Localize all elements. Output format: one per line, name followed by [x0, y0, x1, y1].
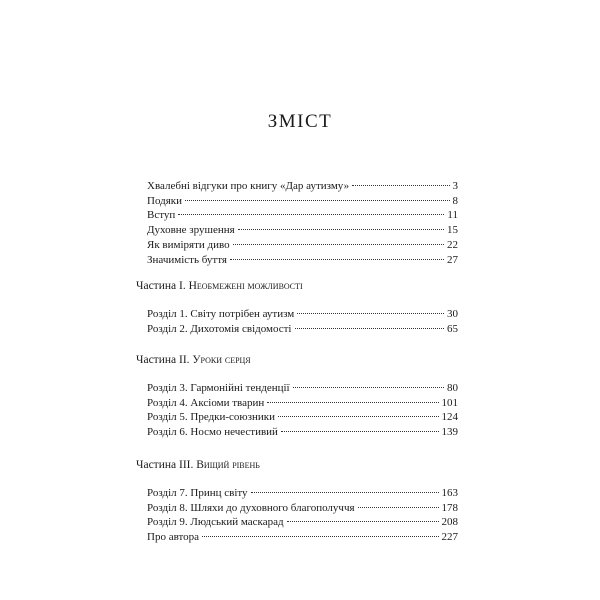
toc-entry-page: 124	[441, 411, 458, 424]
leader-dots	[178, 214, 444, 215]
leader-dots	[185, 200, 449, 201]
leader-dots	[297, 313, 444, 314]
toc-entry-label: Розділ 2. Дихотомія свідомості	[147, 322, 292, 335]
toc-entry[interactable]	[147, 425, 458, 440]
toc-entry-label: Духовне зрушення	[147, 224, 235, 237]
toc-entry-page: 15	[447, 224, 458, 237]
part-prefix: Частина II.	[136, 354, 190, 366]
toc-entry[interactable]	[147, 322, 458, 337]
toc-entry-page: 22	[447, 238, 458, 251]
toc-entry[interactable]	[147, 501, 458, 516]
toc-entry-page: 208	[441, 516, 458, 529]
toc-entry[interactable]	[147, 410, 458, 425]
toc-entry[interactable]	[147, 223, 458, 238]
toc-entry[interactable]	[147, 238, 458, 253]
part-heading	[136, 279, 303, 294]
toc-entry-label: Розділ 7. Принц світу	[147, 487, 248, 499]
toc-entry-page: 139	[441, 426, 458, 439]
toc-entry-label: Розділ 1. Світу потрібен аутизм	[147, 308, 295, 320]
leader-dots	[238, 229, 444, 230]
toc-entry[interactable]	[147, 530, 458, 545]
toc-entry-page: 80	[447, 382, 458, 394]
toc-entry[interactable]	[147, 253, 458, 268]
toc-entry-page: 30	[447, 308, 458, 320]
part-prefix: Частина I.	[136, 280, 186, 292]
toc-entry[interactable]	[147, 486, 458, 501]
part-2-chapters	[147, 381, 458, 440]
page-title: ЗМІСТ	[267, 111, 333, 132]
toc-entry-page: 8	[452, 194, 458, 207]
toc-entry-page: 101	[441, 396, 458, 409]
part-name: Вищий рівень	[196, 459, 260, 471]
toc-entry[interactable]	[147, 208, 458, 223]
leader-dots	[233, 244, 444, 245]
toc-entry-label: Хвалебні відгуки про книгу «Дар аутизму»	[147, 180, 350, 192]
leader-dots	[278, 416, 438, 417]
toc-entry-page: 227	[441, 531, 458, 544]
toc-entry-label: Значимість буття	[147, 253, 227, 266]
toc-entry-label: Розділ 5. Предки-союзники	[147, 411, 276, 424]
part-name: Необмежені можливості	[188, 280, 303, 292]
toc-entry[interactable]	[147, 179, 458, 194]
toc-entry-page: 27	[447, 253, 458, 266]
toc-entry-label: Про автора	[147, 531, 200, 544]
leader-dots	[202, 536, 438, 537]
leader-dots	[267, 402, 438, 403]
leader-dots	[287, 521, 439, 522]
leader-dots	[251, 492, 439, 493]
toc-entry-page: 65	[447, 322, 458, 335]
toc-entry-page: 11	[447, 209, 458, 222]
toc-entry[interactable]	[147, 396, 458, 411]
toc-entry-label: Подяки	[147, 194, 183, 207]
leader-dots	[295, 328, 445, 329]
toc-entry[interactable]	[147, 515, 458, 530]
toc-entry-label: Розділ 6. Носмо нечестивий	[147, 426, 278, 439]
toc-entry-label: Розділ 3. Гармонійні тенденції	[147, 382, 290, 394]
part-heading	[136, 353, 251, 368]
part-3-chapters	[147, 486, 458, 545]
toc-entry-page: 3	[452, 180, 458, 192]
part-heading	[136, 458, 260, 473]
part-name: Уроки серця	[192, 354, 251, 366]
leader-dots	[293, 387, 444, 388]
toc-entry[interactable]	[147, 381, 458, 396]
toc-entry[interactable]	[147, 194, 458, 209]
toc-entry-label: Розділ 9. Людський маскарад	[147, 516, 284, 529]
toc-entry-page: 163	[441, 487, 458, 499]
toc-entry-label: Вступ	[147, 209, 176, 222]
toc-entry-label: Розділ 4. Аксіоми тварин	[147, 396, 265, 409]
toc-entry-page: 178	[441, 501, 458, 514]
leader-dots	[230, 259, 444, 260]
toc-entry[interactable]	[147, 307, 458, 322]
leader-dots	[281, 431, 439, 432]
leader-dots	[352, 185, 449, 186]
part-1-chapters	[147, 307, 458, 336]
leader-dots	[358, 507, 439, 508]
toc-entry-label: Як виміряти диво	[147, 238, 230, 251]
part-prefix: Частина III.	[136, 459, 194, 471]
intro-list	[147, 179, 458, 267]
toc-entry-label: Розділ 8. Шляхи до духовного благополуччя	[147, 501, 355, 514]
